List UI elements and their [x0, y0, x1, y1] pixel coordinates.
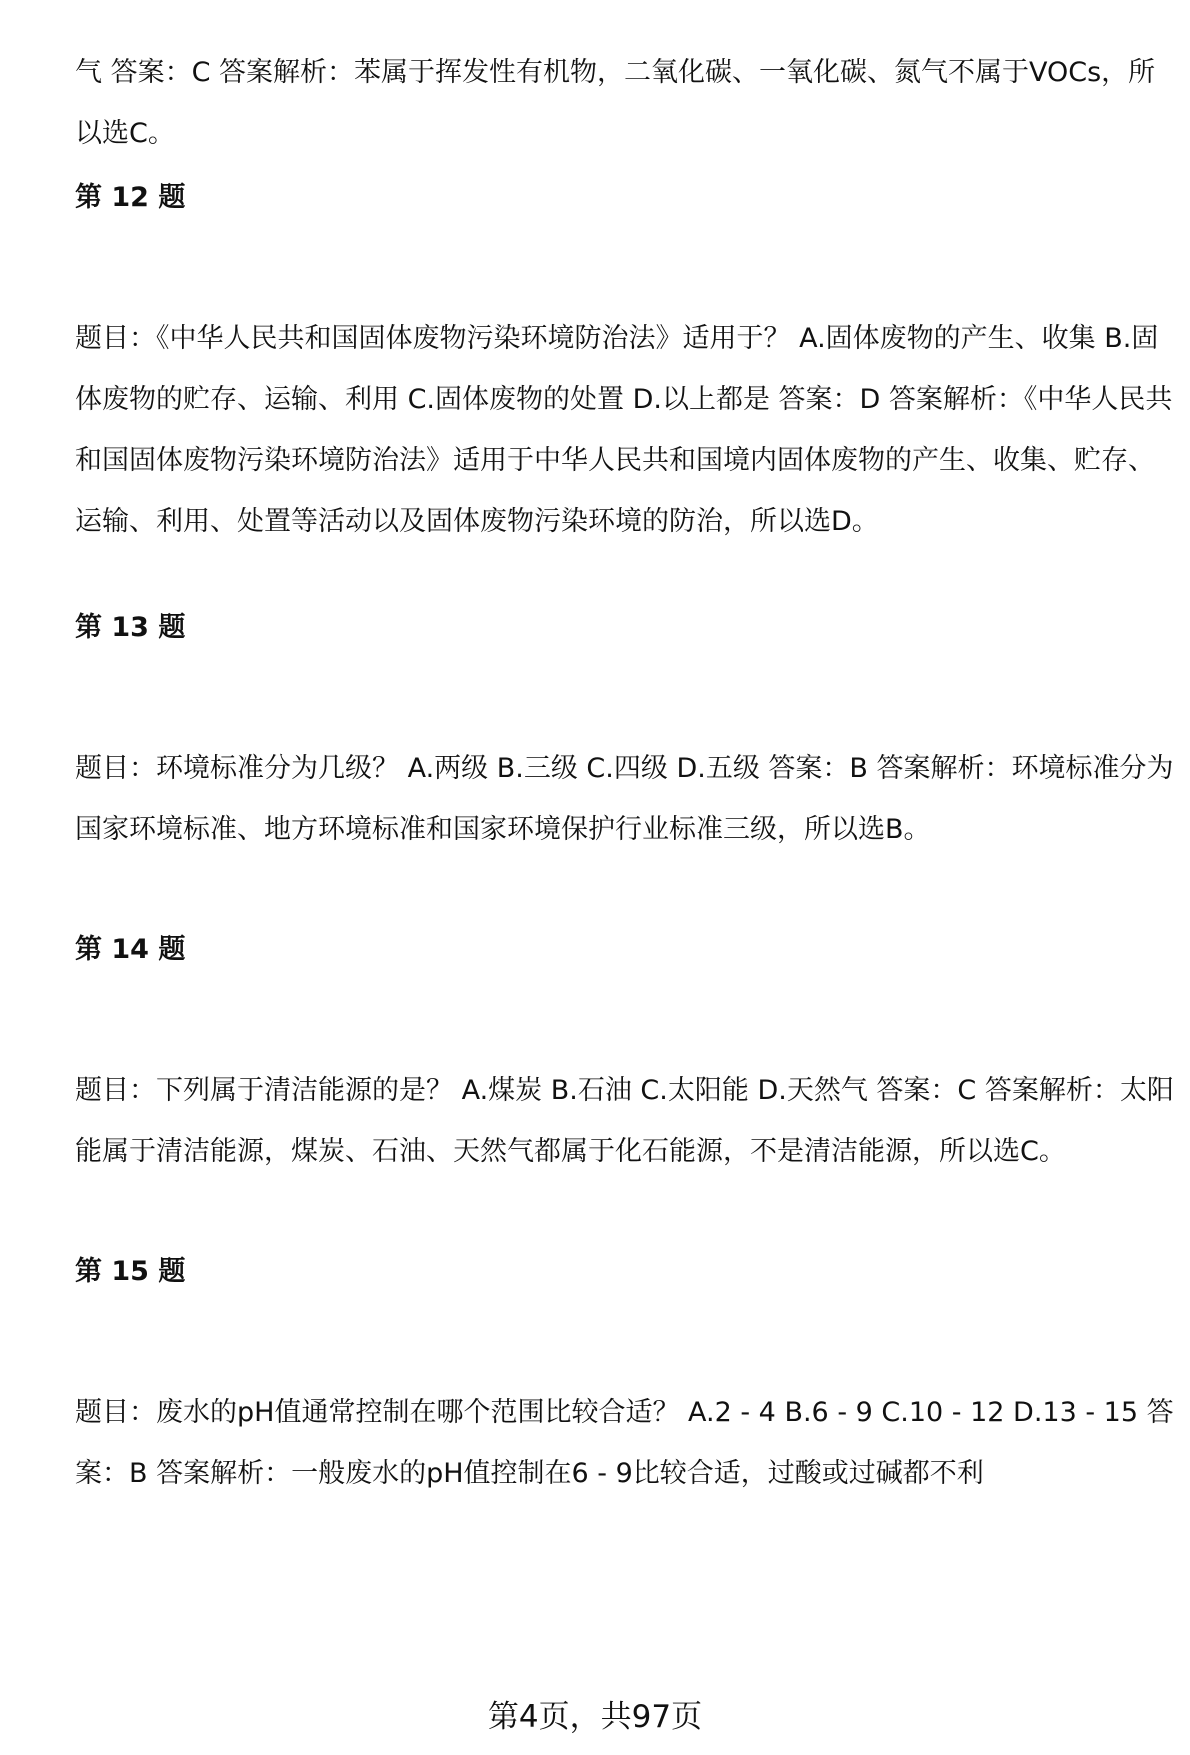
- page-number-footer: 第4页，共97页: [487, 1699, 703, 1735]
- question-14-body: 题目：下列属于清洁能源的是？ A.煤炭 B.石油 C.太阳能 D.天然气 答案：C 答案解析：太阳能属于清洁能源，煤炭、石油、天然气都属于化石能源，不是清洁能源，所以选C。: [75, 1075, 1174, 1167]
- previous-answer-tail: 气 答案：C 答案解析：苯属于挥发性有机物，二氧化碳、一氧化碳、氮气不属于VOCs，所以选C。: [75, 57, 1156, 149]
- question-heading-12: 第 12 题: [75, 182, 186, 213]
- question-heading-14: 第 14 题: [75, 934, 186, 965]
- question-13-body: 题目：环境标准分为几级？ A.两级 B.三级 C.四级 D.五级 答案：B 答案解析：环境标准分为国家环境标准、地方环境标准和国家环境保护行业标准三级，所以选B。: [75, 753, 1174, 845]
- question-15-body: 题目：废水的pH值通常控制在哪个范围比较合适？ A.2 - 4 B.6 - 9 C.10 - 12 D.13 - 15 答案：B 答案解析：一般废水的pH值控制在6 - 9比较合适，过酸或过碱都不利: [75, 1397, 1174, 1489]
- question-heading-13: 第 13 题: [75, 612, 186, 643]
- question-heading-15: 第 15 题: [75, 1256, 186, 1287]
- question-12-body: 题目：《中华人民共和国固体废物污染环境防治法》适用于？ A.固体废物的产生、收集 B.固体废物的贮存、运输、利用 C.固体废物的处置 D.以上都是 答案：D 答案解析：《中华人民共和国固体废物污染环境防治法》适用于中华人民共和国境内固体废物的产生、收集、贮存、运输、利用、处置等活动以及固体废物污染环境的防治，所以选D。: [75, 323, 1173, 537]
